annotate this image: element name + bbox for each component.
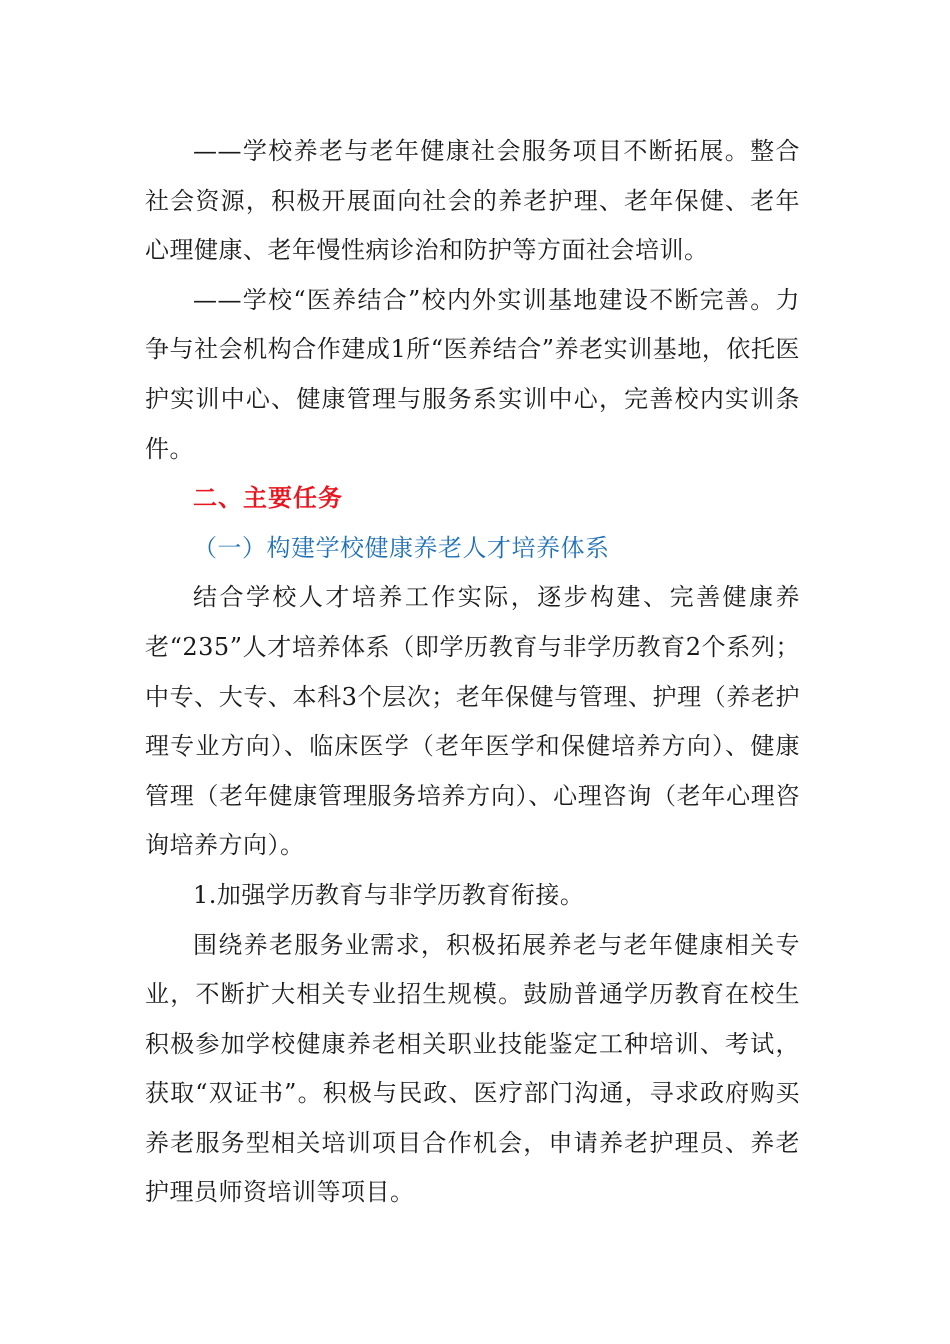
paragraph-235-system: 结合学校人才培养工作实际，逐步构建、完善健康养老“235”人才培养体系（即学历教育与非学历教育2个系列；中专、大专、本科3个层次；老年保健与管理、护理（养老护理专业方向）、临床医学（老年医学和保健培养方向）、健康管理（老年健康管理服务培养方向）、心理咨询（老年心理咨询培养方向）。: [145, 583, 800, 860]
section-heading-main-tasks: 二、主要任务: [193, 484, 343, 513]
paragraph-item-1-title: 1.加强学历教育与非学历教育衔接。: [193, 880, 585, 909]
paragraph-training-base: ——学校“医养结合”校内外实训基地建设不断完善。力争与社会机构合作建成1所“医养结合”养老实训基地，依托医护实训中心、健康管理与服务系实训中心，完善校内实训条件。: [145, 285, 800, 463]
document-body: [145, 127, 800, 1218]
paragraph-social-service: ——学校养老与老年健康社会服务项目不断拓展。整合社会资源，积极开展面向社会的养老护理、老年保健、老年心理健康、老年慢性病诊治和防护等方面社会培训。: [145, 137, 800, 265]
paragraph-elderly-service-demand: 围绕养老服务业需求，积极拓展养老与老年健康相关专业，不断扩大相关专业招生规模。鼓励普通学历教育在校生积极参加学校健康养老相关职业技能鉴定工种培训、考试，获取“双证书”。积极与民政、医疗部门沟通，寻求政府购买养老服务型相关培训项目合作机会，申请养老护理员、养老护理员师资培训等项目。: [145, 930, 800, 1207]
subsection-heading-talent-system: （一）构建学校健康养老人才培养体系: [193, 533, 610, 562]
